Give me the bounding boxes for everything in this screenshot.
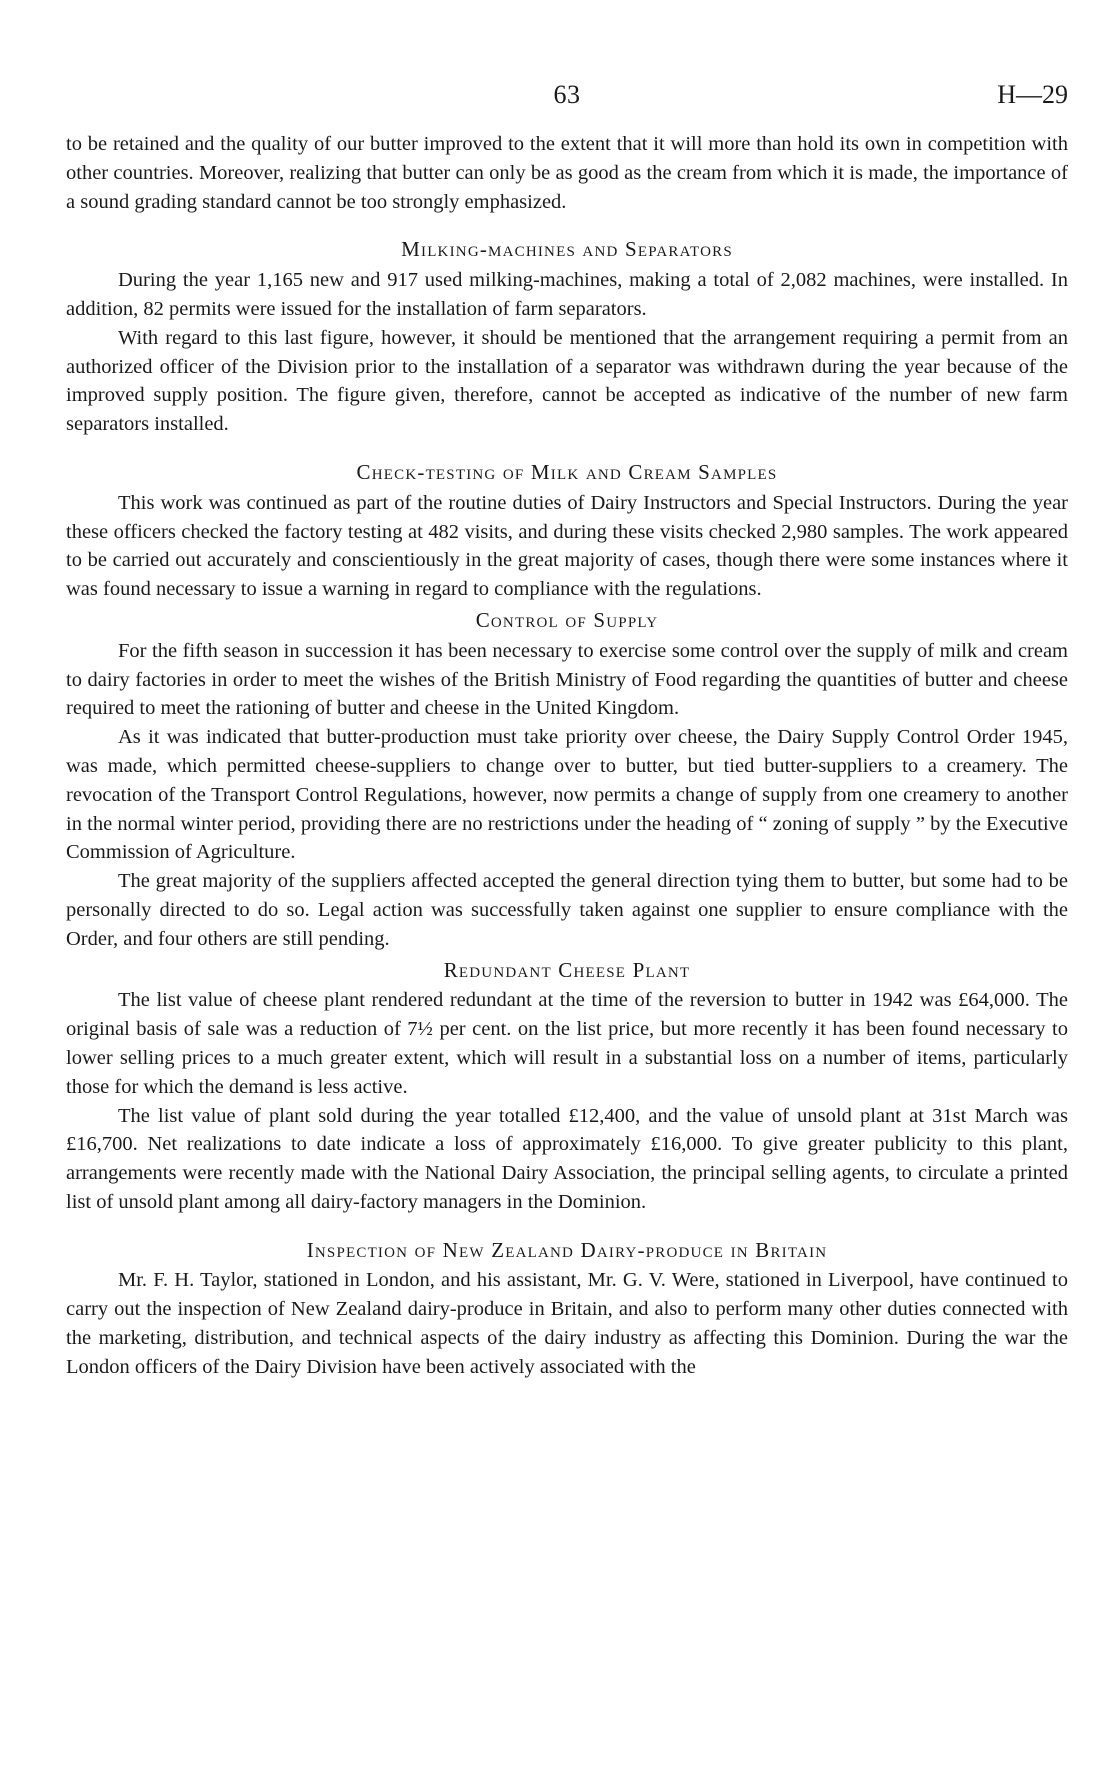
milking-paragraph-1: During the year 1,165 new and 917 used milking-machines, making a total of 2,082 machines, were installed. In addition, 82 permits were issued for the installation of farm separators. xyxy=(66,269,1068,320)
section-heading-redundant-cheese-plant: Redundant Cheese Plant xyxy=(443,957,691,982)
section-heading-inspection: Inspection of New Zealand Dairy-produce in Britain xyxy=(306,1237,828,1262)
inspection-paragraph-1: Mr. F. H. Taylor, stationed in London, and his assistant, Mr. G. V. Were, stationed in Liverpool, have continued to carry out the inspection of New Zealand dairy-produce in Britain, and also to perform many other duties connected with the marketing, distribution, and technical aspects of the dairy industry as affecting this Dominion. During the war the London officers of the Dairy Division have been actively associated with the xyxy=(66,1269,1068,1378)
section-heading-control-of-supply: Control of Supply xyxy=(475,607,659,632)
page-header xyxy=(66,80,1068,120)
intro-paragraph: to be retained and the quality of our butter improved to the extent that it will more than hold its own in competition with other countries. Moreover, realizing that butter can only be as good as the cream from which it is made, the importance of a sound grading standard cannot be too strongly emphasized. xyxy=(66,133,1068,213)
control-paragraph-2: As it was indicated that butter-production must take priority over cheese, the Dairy Supply Control Order 1945, was made, which permitted cheese-suppliers to change over to butter, but tied butter-suppliers to a creamery. The revocation of the Transport Control Regulations, however, now permits a change of supply from one creamery to another in the normal winter period, providing there are no restrictions under the heading of “ zoning of supply ” by the Executive Commission of Agriculture. xyxy=(66,726,1068,864)
check-testing-paragraph-1: This work was continued as part of the routine duties of Dairy Instructors and Special Instructors. During the year these officers checked the factory testing at 482 visits, and during these visits checked 2,980 samples. The work appeared to be carried out accurately and conscientiously in the great majority of cases, though there were some instances where it was found necessary to issue a warning in regard to compliance with the regulations. xyxy=(66,491,1068,601)
control-paragraph-3: The great majority of the suppliers affected accepted the general direction tying them to butter, but some had to be personally directed to do so. Legal action was successfully taken against one supplier to ensure compliance with the Order, and four others are still pending. xyxy=(66,870,1068,950)
redundant-paragraph-1: The list value of cheese plant rendered redundant at the time of the reversion to butter in 1942 was £64,000. The original basis of sale was a reduction of 7½ per cent. on the list price, but more recently it has been found necessary to lower selling prices to a much greater extent, which will result in a substantial loss on a number of items, particularly those for which the demand is less active. xyxy=(66,989,1068,1098)
section-heading-check-testing: Check-testing of Milk and Cream Samples xyxy=(356,459,778,484)
page-number: 63 xyxy=(553,80,581,109)
section-heading-milking-machines: Milking-machines and Separators xyxy=(401,237,733,262)
document-page xyxy=(66,80,1068,1382)
milking-paragraph-2: With regard to this last figure, however, it should be mentioned that the arrangement requiring a permit from an authorized officer of the Division prior to the installation of a separator was withdrawn during the year because of the improved supply position. The figure given, therefore, cannot be accepted as indicative of the number of new farm separators installed. xyxy=(66,326,1068,436)
control-paragraph-1: For the fifth season in succession it has been necessary to exercise some control over the supply of milk and cream to dairy factories in order to meet the wishes of the British Ministry of Food regarding the quantities of butter and cheese required to meet the rationing of butter and cheese in the United Kingdom. xyxy=(66,639,1068,720)
redundant-paragraph-2: The list value of plant sold during the year totalled £12,400, and the value of unsold plant at 31st March was £16,700. Net realizations to date indicate a loss of approximately £16,000. To give greater publicity to this plant, arrangements were recently made with the National Dairy Association, the principal selling agents, to circulate a printed list of unsold plant among all dairy-factory managers in the Dominion. xyxy=(66,1104,1068,1213)
document-reference: H—29 xyxy=(997,80,1068,109)
